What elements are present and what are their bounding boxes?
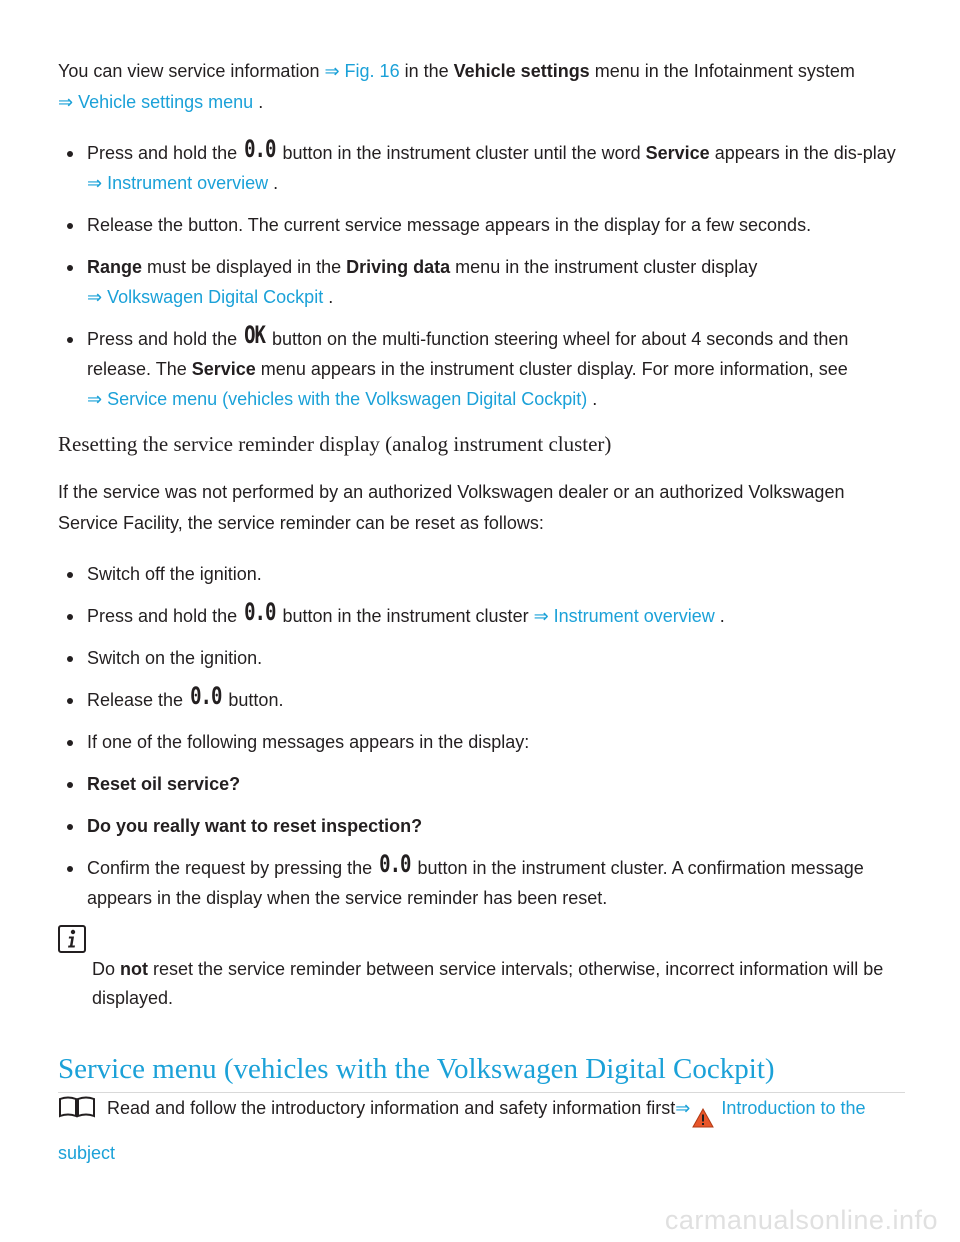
steps-list-view-service <box>58 135 908 414</box>
service-menu-link[interactable]: ⇒ Service menu (vehicles with the Volkswagen Digital Cockpit) <box>87 389 588 409</box>
list-item: Press and hold the 0.0 button in the instrument cluster until the word Service appears in the dis-play ⇒ Instrument overview . <box>58 138 908 198</box>
list-item: Switch off the ignition. <box>58 559 908 589</box>
section-title: Service menu (vehicles with the Volkswagen Digital Cockpit) <box>58 1053 905 1093</box>
list-item: Confirm the request by pressing the 0.0 button in the instrument cluster. A confirmation message appears in the display when the service reminder has been reset. <box>58 853 908 913</box>
list-item: Switch on the ignition. <box>58 643 908 673</box>
list-item: If one of the following messages appears in the display: <box>58 727 908 757</box>
intro-arrow-link[interactable]: ⇒ <box>675 1098 691 1118</box>
instrument-overview-link[interactable]: ⇒ Instrument overview <box>87 173 269 193</box>
list-item: Release the 0.0 button. <box>58 685 908 715</box>
list-item: Do you really want to reset inspection? <box>58 811 908 841</box>
ok-button-icon: OK <box>244 321 265 349</box>
intro-paragraph: You can view service information ⇒ Fig. 16 in the Vehicle settings menu in the Infotainment system ⇒ Vehicle settings menu . <box>58 61 855 112</box>
read-first-paragraph: Read and follow the introductory information and safety information first⇒ Introduction to the subject <box>58 1098 866 1163</box>
instrument-overview-link[interactable]: ⇒ Instrument overview <box>533 606 715 626</box>
list-item: Reset oil service? <box>58 769 908 799</box>
trip-reset-button-icon: 0.0 <box>379 850 411 878</box>
steps-list-reset <box>58 559 908 913</box>
watermark: carmanualsonline.info <box>664 1205 938 1235</box>
volkswagen-digital-cockpit-link[interactable]: ⇒ Volkswagen Digital Cockpit <box>87 287 324 307</box>
fig-16-link[interactable]: ⇒ Fig. 16 <box>324 61 400 81</box>
list-item: Release the button. The current service message appears in the display for a few seconds. <box>58 210 908 240</box>
vehicle-settings-menu-link[interactable]: ⇒ Vehicle settings menu <box>58 92 254 112</box>
subheading: Resetting the service reminder display (analog instrument cluster) <box>58 432 612 456</box>
trip-reset-button-icon: 0.0 <box>244 135 276 163</box>
introduction-to-the-subject-link[interactable]: Introduction to the subject <box>58 1098 866 1163</box>
list-item: Press and hold the OK button on the multi-function steering wheel for about 4 seconds and then release. The Service menu appears in the instrument cluster display. For more information, see ⇒ Service menu (vehicles with the Volkswagen Digital Cockpit) . <box>58 324 908 414</box>
info-note <box>58 925 908 1013</box>
document-page <box>58 56 908 1169</box>
warning-icon <box>692 1107 714 1138</box>
note-text: Do not reset the service reminder between service intervals; otherwise, incorrect information will be displayed. <box>92 959 884 1008</box>
reset-intro-paragraph: If the service was not performed by an authorized Volkswagen dealer or an authorized Volkswagen Service Facility, the service reminder can be reset as follows: <box>58 482 845 533</box>
trip-reset-button-icon: 0.0 <box>190 682 222 710</box>
trip-reset-button-icon: 0.0 <box>244 598 276 626</box>
list-item: Range must be displayed in the Driving data menu in the instrument cluster display ⇒ Volkswagen Digital Cockpit . <box>58 252 908 312</box>
book-icon <box>58 1096 96 1128</box>
list-item: Press and hold the 0.0 button in the instrument cluster ⇒ Instrument overview . <box>58 601 908 631</box>
info-icon <box>58 925 86 953</box>
